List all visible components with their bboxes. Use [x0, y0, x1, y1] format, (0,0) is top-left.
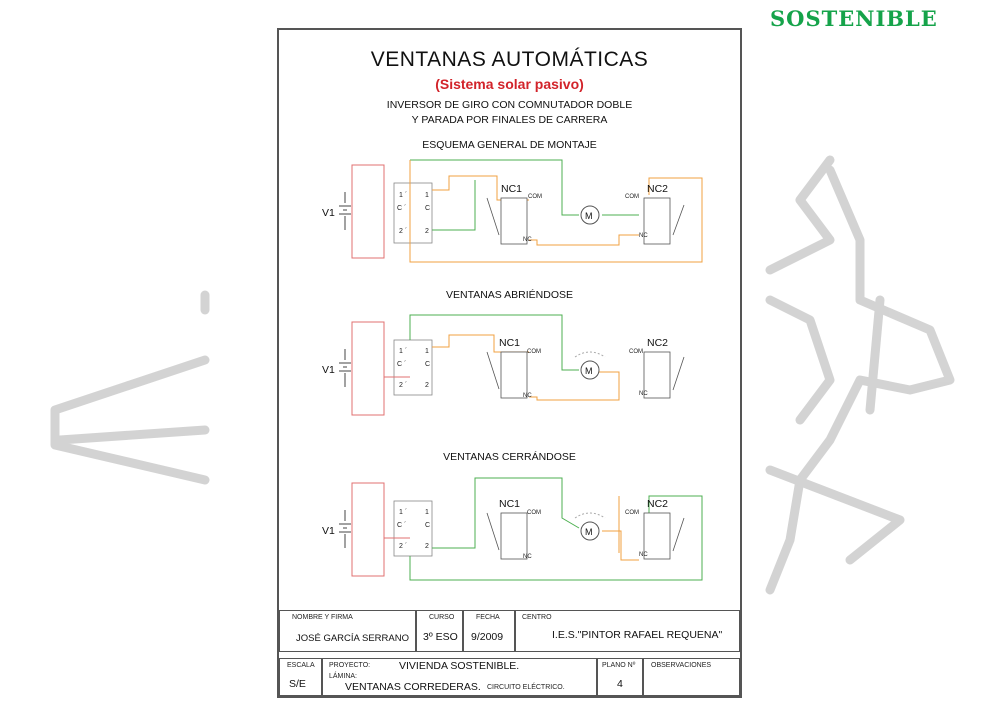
- switch-terminal-2: 2: [425, 543, 429, 550]
- switch-terminal-c: C: [425, 522, 431, 529]
- centro-label: CENTRO: [522, 614, 552, 621]
- switch-terminal-c: C: [425, 205, 431, 212]
- section-title-general: ESQUEMA GENERAL DE MONTAJE: [422, 139, 597, 151]
- centro-value: I.E.S."PINTOR RAFAEL REQUENA": [552, 629, 723, 641]
- source-label: V1: [322, 207, 335, 219]
- switch-terminal-1p: 1 ´: [399, 509, 408, 516]
- switch-terminal-2p: 2 ´: [399, 228, 408, 235]
- switch-terminal-c: C: [425, 361, 431, 368]
- nombre-value: JOSÉ GARCÍA SERRANO: [296, 633, 409, 644]
- nc2-com-label: COM: [625, 510, 639, 516]
- switch-terminal-1: 1: [425, 509, 429, 516]
- motor-label: M: [585, 211, 593, 221]
- lamina-note: CIRCUITO ELÉCTRICO.: [487, 684, 565, 691]
- proyecto-label: PROYECTO:: [329, 662, 371, 669]
- nc2-com-label: COM: [629, 349, 643, 355]
- title-block: [279, 610, 740, 696]
- circuit-closing: [322, 478, 702, 580]
- curso-label: CURSO: [429, 614, 455, 621]
- section-title-closing: VENTANAS CERRÁNDOSE: [443, 451, 576, 463]
- nc1-label: NC1: [499, 337, 521, 349]
- circuit-opening: [322, 315, 684, 415]
- sheet-title: VENTANAS AUTOMÁTICAS: [370, 48, 649, 71]
- brand-logo-text: SOSTENIBLE: [770, 6, 938, 31]
- observaciones-label: OBSERVACIONES: [651, 662, 712, 669]
- nc1-label: NC1: [501, 183, 523, 195]
- nc2-com-label: COM: [625, 194, 639, 200]
- fecha-value: 9/2009: [471, 631, 504, 643]
- switch-terminal-1p: 1 ´: [399, 192, 408, 199]
- switch-terminal-cp: C ´: [397, 522, 407, 529]
- observaciones-cell: [643, 658, 740, 696]
- nombre-cell: [279, 610, 416, 652]
- nc1-com-label: COM: [528, 194, 542, 200]
- switch-terminal-cp: C ´: [397, 205, 407, 212]
- nc2-nc-label: NC: [639, 233, 648, 239]
- nc1-label: NC1: [499, 498, 521, 510]
- nc2-label: NC2: [647, 498, 669, 510]
- lamina-value: VENTANAS CORREDERAS.: [345, 681, 481, 693]
- nc1-com-label: COM: [527, 349, 541, 355]
- switch-terminal-1: 1: [425, 348, 429, 355]
- description-line-2: Y PARADA POR FINALES DE CARRERA: [411, 114, 608, 126]
- nc2-label: NC2: [647, 183, 669, 195]
- curso-cell: [416, 610, 463, 652]
- switch-terminal-2p: 2 ´: [399, 543, 408, 550]
- circuit-diagrams: [279, 30, 740, 610]
- plano-label: PLANO Nº: [602, 662, 636, 669]
- switch-terminal-1p: 1 ´: [399, 348, 408, 355]
- plano-cell: [597, 658, 643, 696]
- nc2-label: NC2: [647, 337, 669, 349]
- switch-terminal-2p: 2 ´: [399, 382, 408, 389]
- motor-label: M: [585, 366, 593, 376]
- sheet-subtitle: (Sistema solar pasivo): [435, 76, 584, 92]
- nc1-nc-label: NC: [523, 554, 532, 560]
- escala-cell: [279, 658, 322, 696]
- section-title-opening: VENTANAS ABRIÉNDOSE: [445, 289, 573, 301]
- lamina-label: LÁMINA:: [329, 673, 358, 680]
- proyecto-cell: [322, 658, 597, 696]
- nc1-nc-label: NC: [523, 237, 532, 243]
- drawing-sheet: [277, 28, 742, 698]
- description-line-1: INVERSOR DE GIRO CON COMNUTADOR DOBLE: [386, 99, 633, 111]
- switch-terminal-cp: C ´: [397, 361, 407, 368]
- source-label: V1: [322, 525, 335, 537]
- nc2-nc-label: NC: [639, 552, 648, 558]
- switch-terminal-2: 2: [425, 228, 429, 235]
- source-label: V1: [322, 364, 335, 376]
- fecha-label: FECHA: [476, 614, 500, 621]
- curso-value: 3º ESO: [423, 631, 458, 643]
- escala-label: ESCALA: [287, 662, 315, 669]
- fecha-cell: [463, 610, 515, 652]
- circuit-general: [322, 160, 702, 262]
- nc1-com-label: COM: [527, 510, 541, 516]
- nc2-nc-label: NC: [639, 391, 648, 397]
- centro-cell: [515, 610, 740, 652]
- nc1-nc-label: NC: [523, 393, 532, 399]
- switch-terminal-1: 1: [425, 192, 429, 199]
- motor-label: M: [585, 527, 593, 537]
- switch-terminal-2: 2: [425, 382, 429, 389]
- nombre-label: NOMBRE Y FIRMA: [292, 614, 353, 621]
- proyecto-value: VIVIENDA SOSTENIBLE.: [399, 660, 520, 672]
- escala-value: S/E: [289, 678, 306, 690]
- plano-value: 4: [617, 678, 623, 690]
